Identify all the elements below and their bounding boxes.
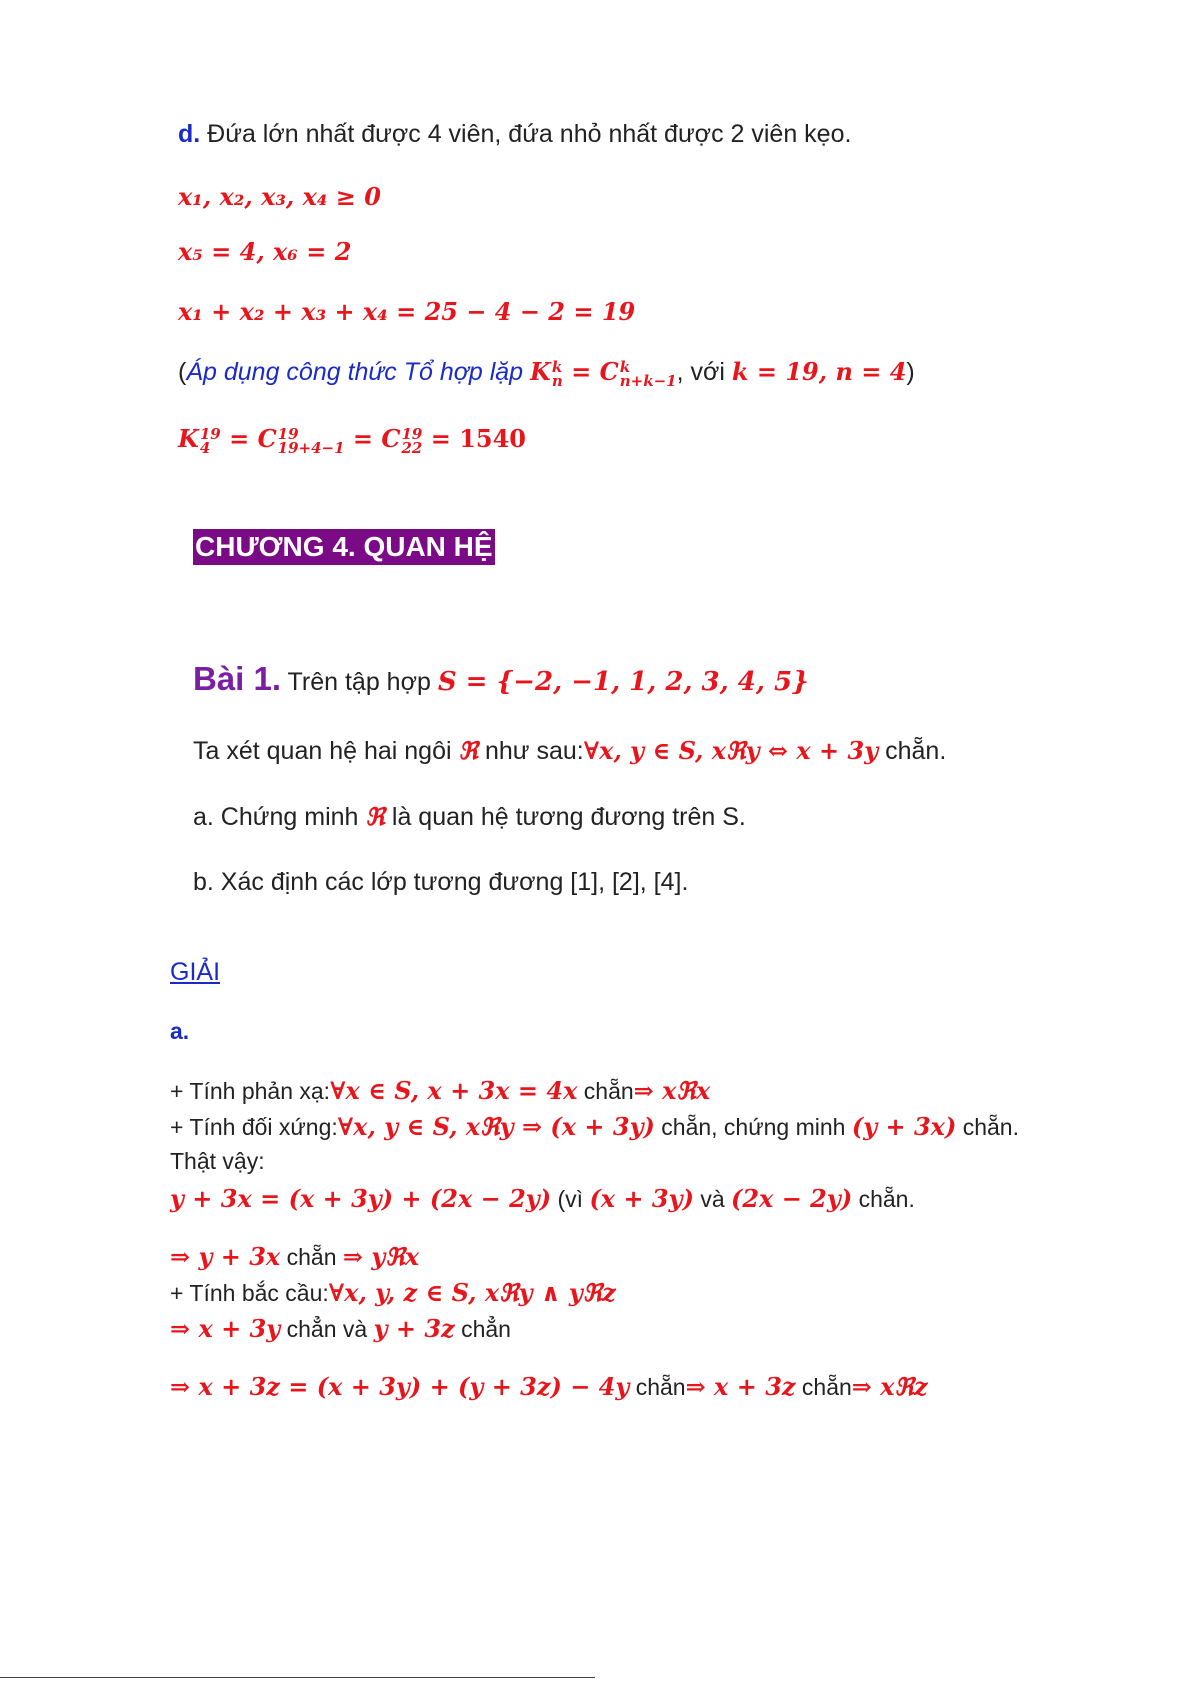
indeed-line: Thật vậy: bbox=[170, 1148, 265, 1174]
result-k-sub: 4 bbox=[199, 438, 211, 457]
with-values: k = 19, n = 4 bbox=[731, 357, 907, 386]
reflexive-even: chẵn bbox=[583, 1078, 634, 1104]
apply-formula-text: Áp dụng công thức Tổ hợp lặp bbox=[186, 358, 524, 386]
trans-l2-m2: y + 3z bbox=[373, 1314, 455, 1343]
trans-l2-m1: ⇒ x + 3y bbox=[170, 1314, 281, 1343]
trans-l2-text: chẳn và bbox=[286, 1316, 368, 1342]
equation-nonneg: x₁, x₂, x₃, x₄ ≥ 0 bbox=[178, 182, 381, 211]
result-c2-sup: 19 bbox=[401, 424, 423, 443]
identity-line bbox=[170, 1184, 915, 1213]
symmetric-text: chẵn, chứng minh bbox=[661, 1114, 846, 1140]
apply-formula-line bbox=[178, 357, 915, 388]
relation-math: ∀x, y ∈ S, xℜy ⇔ x + 3y bbox=[583, 736, 879, 765]
problem-set-math: S = {−2, −1, 1, 2, 3, 4, 5} bbox=[437, 667, 809, 697]
equation-fixed: x₅ = 4, x₆ = 2 bbox=[178, 237, 352, 266]
page-bottom-rule bbox=[0, 1677, 595, 1678]
relation-line bbox=[193, 736, 946, 766]
formula-k-sub: n bbox=[551, 371, 563, 390]
reflexive-math: ∀x ∈ S, x + 3x = 4x bbox=[330, 1076, 578, 1105]
part-d-label: d. bbox=[178, 120, 201, 148]
relation-text: Ta xét quan hệ hai ngôi bbox=[193, 737, 452, 765]
with-text: , với bbox=[676, 358, 725, 386]
formula-k-base: K bbox=[530, 357, 551, 386]
reflexive-label: + Tính phản xạ: bbox=[170, 1078, 331, 1104]
trans-l3-m2: ⇒ x + 3z bbox=[685, 1372, 796, 1401]
identity-m2: (2x − 2y) bbox=[731, 1184, 853, 1213]
identity-m1: (x + 3y) bbox=[589, 1184, 694, 1213]
sym-conc-even: chẵn bbox=[286, 1244, 337, 1270]
sym-conc-m1: ⇒ y + 3x bbox=[170, 1242, 281, 1271]
transitive-line-3 bbox=[170, 1372, 928, 1401]
part-d-text: Đứa lớn nhất được 4 viên, đứa nhỏ nhất được 2 viên kẹo. bbox=[207, 120, 852, 148]
result-eq2: = bbox=[344, 424, 382, 453]
reflexive-result: ⇒ xℜx bbox=[633, 1076, 711, 1105]
formula-k-sup: k bbox=[551, 357, 563, 376]
solution-title[interactable]: GIẢI bbox=[170, 958, 221, 986]
result-c1-sub: 19+4−1 bbox=[277, 438, 345, 457]
problem-set-text: Trên tập hợp bbox=[287, 668, 431, 696]
identity-because: (vì bbox=[557, 1186, 584, 1212]
relation-symbol: ℜ bbox=[458, 736, 479, 765]
close-paren: ) bbox=[906, 358, 915, 386]
trans-l2-end: chẳn bbox=[461, 1316, 511, 1342]
part-b-question: b. Xác định các lớp tương đương [1], [2], [4]. bbox=[193, 868, 689, 896]
open-paren: ( bbox=[178, 358, 187, 386]
symmetric-math2: (y + 3x) bbox=[851, 1112, 957, 1141]
trans-l3-even2: chẵn bbox=[801, 1374, 852, 1400]
trans-l3-m1: ⇒ x + 3z = (x + 3y) + (y + 3z) − 4y bbox=[170, 1372, 630, 1401]
identity-math: y + 3x = (x + 3y) + (2x − 2y) bbox=[170, 1184, 552, 1213]
formula bbox=[530, 357, 677, 390]
symmetric-conclusion bbox=[170, 1242, 419, 1271]
chapter-title: CHƯƠNG 4. QUAN HỆ bbox=[193, 529, 495, 565]
result-c2-base: C bbox=[381, 424, 401, 453]
symmetric-end: chẵn. bbox=[962, 1114, 1019, 1140]
result-formula bbox=[178, 424, 526, 455]
part-a-symbol: ℜ bbox=[365, 802, 385, 831]
relation-text2: như sau: bbox=[485, 737, 584, 765]
trans-l3-even1: chẵn bbox=[635, 1374, 686, 1400]
result-eq1: = bbox=[220, 424, 258, 453]
result-c1-base: C bbox=[257, 424, 277, 453]
symmetric-label: + Tính đối xứng: bbox=[170, 1114, 338, 1140]
formula-eq: = bbox=[562, 357, 600, 386]
result-k-base: K bbox=[178, 424, 199, 453]
equation-sum: x₁ + x₂ + x₃ + x₄ = 25 − 4 − 2 = 19 bbox=[178, 297, 636, 326]
part-a-post: là quan hệ tương đương trên S. bbox=[391, 803, 746, 831]
formula-c-sub: n+k−1 bbox=[619, 371, 677, 390]
solution-part-a: a. bbox=[170, 1018, 190, 1044]
result-c1-sup: 19 bbox=[277, 424, 299, 443]
problem-label: Bài 1. bbox=[193, 660, 282, 697]
part-a-question bbox=[193, 802, 746, 832]
result-c2-sub: 22 bbox=[401, 438, 423, 457]
identity-end: chẵn. bbox=[858, 1186, 915, 1212]
sym-conc-m2: ⇒ yℜx bbox=[342, 1242, 420, 1271]
formula-c-sup: k bbox=[619, 357, 631, 376]
transitive-line-2 bbox=[170, 1314, 511, 1343]
identity-and: và bbox=[700, 1186, 725, 1212]
reflexive-line bbox=[170, 1076, 710, 1105]
relation-end: chẵn. bbox=[885, 737, 947, 765]
trans-l3-m3: ⇒ xℜz bbox=[851, 1372, 928, 1401]
transitive-line bbox=[170, 1278, 616, 1307]
problem-heading bbox=[193, 660, 809, 698]
transitive-math: ∀x, y, z ∈ S, xℜy ∧ yℜz bbox=[328, 1278, 616, 1307]
result-value: = 1540 bbox=[422, 424, 526, 453]
part-a-pre: a. Chứng minh bbox=[193, 803, 359, 831]
part-d-heading bbox=[178, 120, 851, 149]
formula-c-base: C bbox=[599, 357, 619, 386]
symmetric-math: ∀x, y ∈ S, xℜy ⇒ (x + 3y) bbox=[337, 1112, 655, 1141]
transitive-label: + Tính bắc cầu: bbox=[170, 1280, 329, 1306]
result-k-sup: 19 bbox=[199, 424, 221, 443]
symmetric-line bbox=[170, 1112, 1019, 1141]
